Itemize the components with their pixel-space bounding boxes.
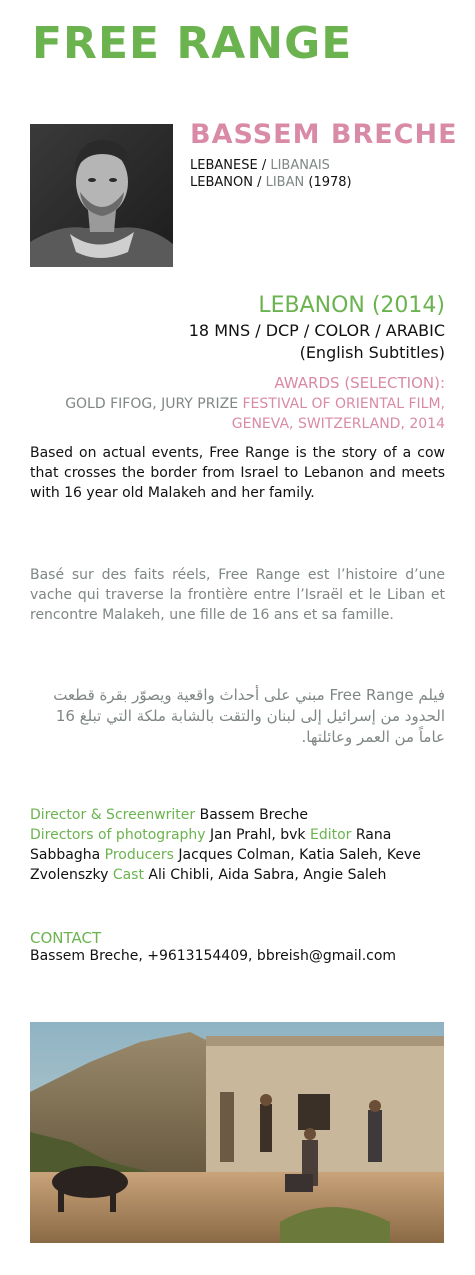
award-line-1 — [65, 395, 445, 414]
credit-director-value: Bassem Breche — [199, 807, 308, 823]
director-portrait — [30, 124, 173, 267]
birth-year: (1978) — [308, 175, 352, 190]
award-festival-location: GENEVA, SWITZERLAND, 2014 — [231, 416, 445, 432]
film-title: FREE RANGE — [32, 18, 353, 69]
film-subtitles: (English Subtitles) — [299, 343, 445, 362]
birthplace — [190, 175, 352, 191]
synopsis-english: Based on actual events, Free Range is the story of a cow that crosses the border from Israel to Lebanon and meets with 16 year old Malakeh and her family. — [30, 445, 445, 501]
credits — [30, 805, 445, 885]
film-specs: 18 MNS / DCP / COLOR / ARABIC — [188, 321, 445, 340]
birthplace-en: LEBANON — [190, 175, 253, 190]
nationality — [190, 158, 330, 174]
separator: / — [252, 175, 266, 190]
credit-director-label: Director & Screenwriter — [30, 807, 196, 823]
award-festival: FESTIVAL OF ORIENTAL FILM, — [242, 396, 445, 412]
credit-editor-value: Rana Sabbagha — [30, 827, 392, 863]
awards-title: AWARDS (SELECTION): — [274, 374, 445, 392]
credit-dop-label: Directors of photography — [30, 827, 206, 843]
award-prize: GOLD FIFOG, JURY PRIZE — [65, 396, 239, 412]
credit-cast-value: Ali Chibli, Aida Sabra, Angie Saleh — [148, 867, 387, 883]
contact-info: Bassem Breche, +9613154409, bbreish@gmail.com — [30, 948, 397, 964]
film-country-year: LEBANON (2014) — [258, 293, 445, 318]
synopsis-french: Basé sur des faits réels, Free Range est l’histoire d’une vache qui traverse la frontière entre l’Israël et le Liban et rencontre Malakeh, une fille de 16 ans et sa famille. — [30, 567, 445, 623]
nationality-fr: LIBANAIS — [270, 158, 330, 173]
nationality-en: LEBANESE — [190, 158, 258, 173]
birthplace-fr: LIBAN — [265, 175, 305, 190]
credit-cast-label: Cast — [112, 867, 144, 883]
contact-title: CONTACT — [30, 929, 102, 947]
credit-editor-label: Editor — [310, 827, 352, 843]
director-name: BASSEM BRECHE — [190, 119, 458, 150]
film-still — [30, 1022, 444, 1243]
synopsis-arabic: فيلم Free Range مبني على أحداث واقعية ويصوّر بقرة قطعت الحدود من إسرائيل إلى لبنان والتقت بالشابة ملكة التي تبلغ 16 عاماً من العمر وعائلتها. — [53, 686, 445, 746]
credit-producers-value: Jacques Colman, Katia Saleh, Keve Zvolenszky — [30, 847, 421, 883]
credit-dop-value: Jan Prahl, bvk — [210, 827, 306, 843]
credit-producers-label: Producers — [104, 847, 174, 863]
separator: / — [257, 158, 271, 173]
